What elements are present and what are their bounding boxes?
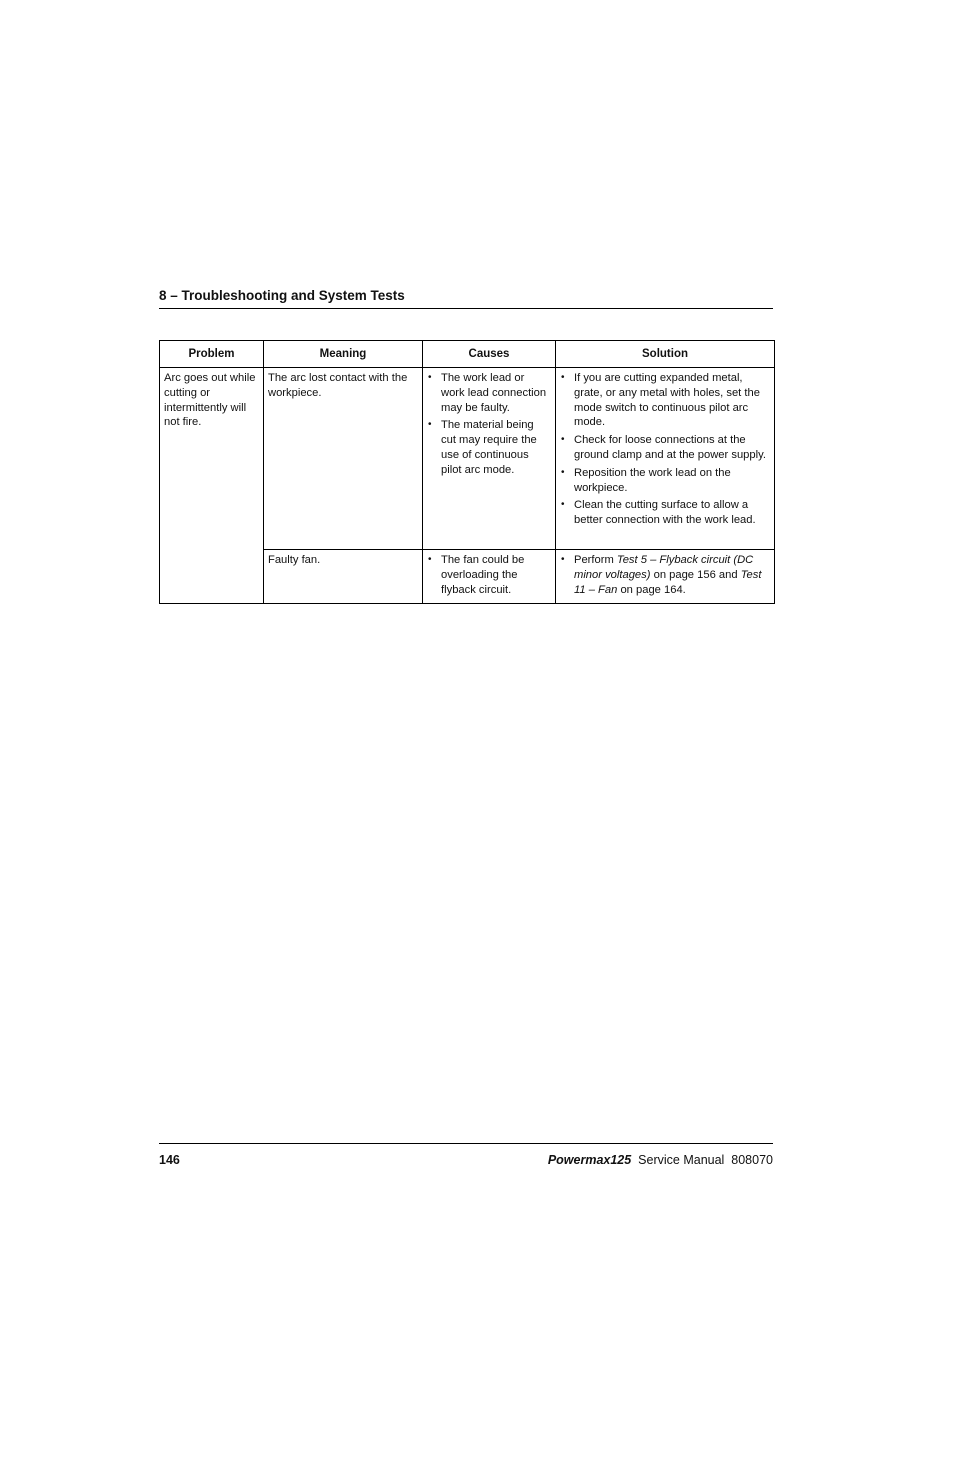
causes-cell	[423, 368, 556, 550]
solution-cell	[556, 550, 775, 604]
causes-list	[427, 553, 551, 597]
meaning-cell: Faulty fan.	[264, 550, 423, 604]
problem-cell: Arc goes out while cutting or intermittently will not fire.	[160, 368, 264, 604]
list-item: • Check for loose connections at the ground clamp and at the power supply.	[560, 433, 770, 463]
solutions-list	[560, 553, 770, 597]
test-5-reference: Test 5 – Flyback circuit (DC minor voltages)	[574, 554, 754, 581]
column-header-problem: Problem	[160, 341, 264, 368]
list-item: • Reposition the work lead on the workpiece.	[560, 466, 770, 496]
table-row	[160, 368, 775, 550]
solution-cell	[556, 368, 775, 550]
header-rule	[159, 308, 773, 309]
solution-prefix: Perform	[574, 554, 617, 566]
chapter-header: 8 – Troubleshooting and System Tests	[159, 288, 405, 303]
page-number: 146	[159, 1153, 180, 1167]
solution-suffix: on page 164.	[617, 583, 686, 596]
causes-cell	[423, 550, 556, 604]
list-item: • The work lead or work lead connection may be faulty.	[427, 371, 551, 415]
footer-document-info	[548, 1153, 773, 1167]
document-number: 808070	[731, 1153, 773, 1167]
test-11-reference: Test 11 – Fan	[574, 568, 762, 596]
list-item: • The fan could be overloading the flyback circuit.	[427, 553, 551, 597]
list-item: • Clean the cutting surface to allow a better connection with the work lead.	[560, 498, 770, 528]
solution-mid: on page 156 and	[650, 568, 741, 581]
column-header-meaning: Meaning	[264, 341, 423, 368]
product-name: Powermax125	[547, 1153, 632, 1167]
table-header-row	[160, 341, 775, 368]
meaning-cell: The arc lost contact with the workpiece.	[264, 368, 423, 550]
solutions-list	[560, 371, 770, 528]
causes-list	[427, 371, 551, 478]
list-item	[560, 553, 770, 597]
footer-rule	[159, 1143, 773, 1144]
list-item: • If you are cutting expanded metal, grate, or any metal with holes, set the mode switch to continuous pilot arc mode.	[560, 371, 770, 430]
troubleshooting-table	[159, 340, 775, 604]
column-header-solution: Solution	[556, 341, 775, 368]
document-type: Service Manual	[638, 1153, 725, 1167]
column-header-causes: Causes	[423, 341, 556, 368]
list-item: • The material being cut may require the use of continuous pilot arc mode.	[427, 418, 551, 477]
